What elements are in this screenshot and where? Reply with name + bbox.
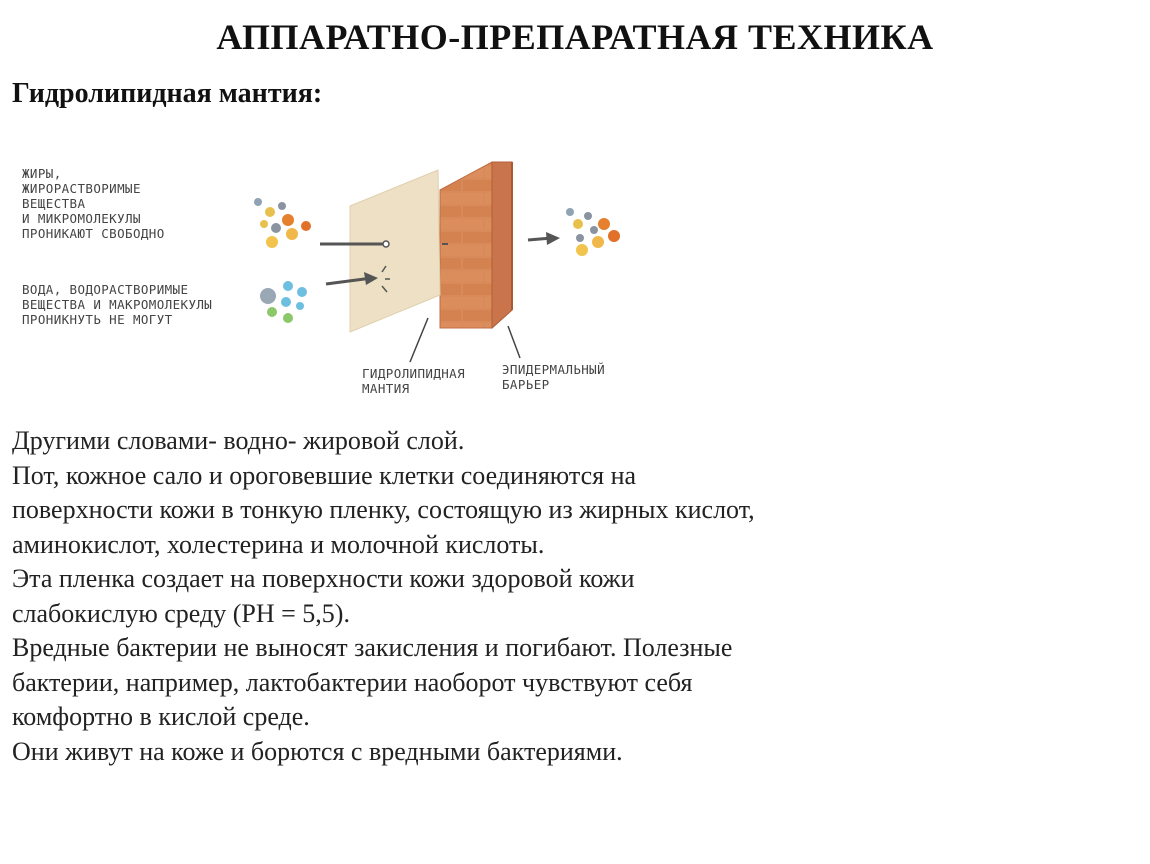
label-line: ПРОНИКАЮТ СВОБОДНО <box>22 226 165 241</box>
label-line: ВЕЩЕСТВА <box>22 196 86 211</box>
label-line: БАРЬЕР <box>502 377 550 392</box>
body-line: Пот, кожное сало и ороговевшие клетки соединяются на <box>12 460 637 490</box>
body-line: Эта пленка создает на поверхности кожи здоровой кожи <box>12 564 635 593</box>
label-line: ВОДА, ВОДОРАСТВОРИМЫЕ <box>22 282 189 297</box>
label-line: ЖИРЫ, <box>22 166 62 181</box>
label-line: МАНТИЯ <box>362 381 410 396</box>
body-line: Они живут на коже и борются с вредными бактериями. <box>12 736 623 766</box>
label-line: ВЕЩЕСТВА И МАКРОМОЛЕКУЛЫ <box>22 297 213 312</box>
mantle-pointer-line <box>410 318 428 362</box>
page-title: АППАРАТНО-ПРЕПАРАТНАЯ ТЕХНИКА <box>216 17 934 57</box>
hydrolipid-mantle-figure <box>0 140 660 410</box>
body-line: комфортно в кислой среде. <box>12 702 310 731</box>
label-line: ЭПИДЕРМАЛЬНЫЙ <box>502 362 606 377</box>
epidermal-barrier-wall <box>440 162 512 328</box>
body-line: поверхности кожи в тонкую пленку, состоящую из жирных кислот, <box>12 495 755 524</box>
body-line: слабокислую среду (РН = 5,5). <box>12 598 350 628</box>
fat-molecules-right <box>566 208 620 256</box>
label-line: И МИКРОМОЛЕКУЛЫ <box>22 211 141 226</box>
body-text <box>12 424 1132 769</box>
label-line: ПРОНИКНУТЬ НЕ МОГУТ <box>22 312 173 327</box>
arrow-out <box>528 232 560 245</box>
section-heading: Гидролипидная мантия: <box>12 78 323 109</box>
label-line: ГИДРОЛИПИДНАЯ <box>362 366 466 381</box>
fat-molecules-left <box>254 198 311 248</box>
figure-illustration <box>0 140 660 410</box>
body-line: Другими словами- водно- жировой слой. <box>12 426 465 455</box>
barrier-pointer-line <box>508 326 520 358</box>
body-line: Вредные бактерии не выносят закисления и погибают. Полезные <box>12 633 733 662</box>
body-line: бактерии, например, лактобактерии наоборот чувствуют себя <box>12 667 693 697</box>
body-line: аминокислот, холестерина и молочной кислоты. <box>12 529 545 559</box>
water-molecules-left <box>260 281 307 323</box>
hydrolipid-mantle-sheet <box>350 170 440 332</box>
label-line: ЖИРОРАСТВОРИМЫЕ <box>22 181 141 196</box>
